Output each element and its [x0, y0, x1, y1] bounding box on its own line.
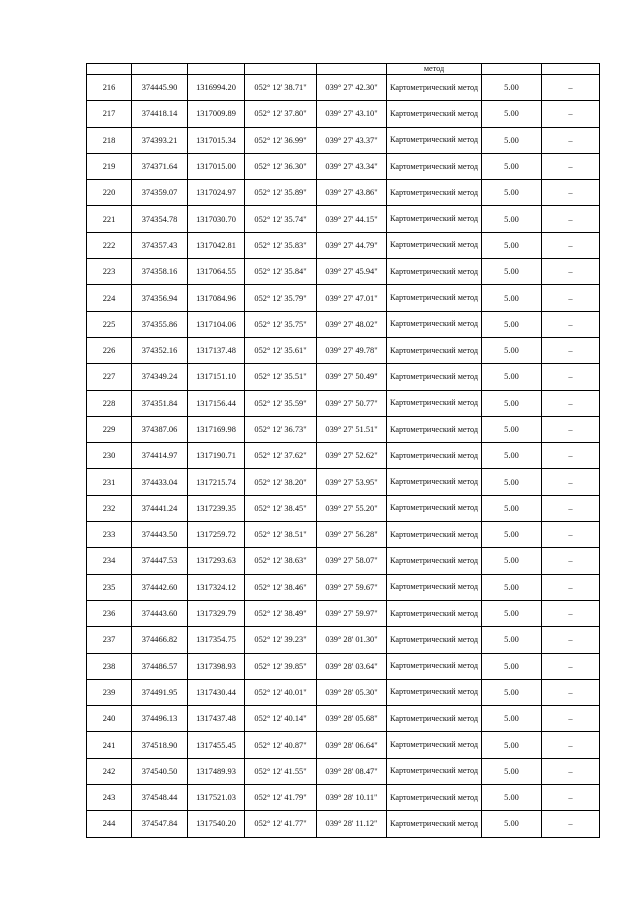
longitude-cell: 039° 27' 44.79" [317, 232, 387, 258]
longitude-cell: 039° 27' 45.94" [317, 259, 387, 285]
method-cell: Картометрический метод [387, 180, 482, 206]
note-cell: – [542, 416, 600, 442]
table-row [87, 101, 600, 127]
note-cell: – [542, 153, 600, 179]
note-cell: – [542, 785, 600, 811]
latitude-cell: 052° 12' 40.01" [245, 679, 317, 705]
y-coordinate-cell: 1317169.98 [188, 416, 245, 442]
method-cell: метод [387, 64, 482, 75]
y-coordinate-cell: 1317430.44 [188, 679, 245, 705]
accuracy-cell: 5.00 [482, 627, 542, 653]
accuracy-cell: 5.00 [482, 785, 542, 811]
x-coordinate-cell: 374352.16 [132, 337, 188, 363]
point-number-cell: 234 [87, 548, 132, 574]
x-coordinate-cell: 374548.44 [132, 785, 188, 811]
note-cell: – [542, 127, 600, 153]
table-row [87, 495, 600, 521]
point-number-cell: 232 [87, 495, 132, 521]
x-coordinate-cell: 374371.64 [132, 153, 188, 179]
table-body [87, 64, 600, 838]
accuracy-cell: 5.00 [482, 443, 542, 469]
latitude-cell: 052° 12' 37.80" [245, 101, 317, 127]
note-cell: – [542, 706, 600, 732]
latitude-cell: 052° 12' 41.55" [245, 758, 317, 784]
x-coordinate-cell: 374359.07 [132, 180, 188, 206]
method-cell: Картометрический метод [387, 75, 482, 101]
y-coordinate-cell: 1317030.70 [188, 206, 245, 232]
method-cell: Картометрический метод [387, 653, 482, 679]
latitude-cell: 052° 12' 35.84" [245, 259, 317, 285]
accuracy-cell: 5.00 [482, 706, 542, 732]
longitude-cell: 039° 27' 51.51" [317, 416, 387, 442]
note-cell: – [542, 758, 600, 784]
x-coordinate-cell: 374387.06 [132, 416, 188, 442]
accuracy-cell: 5.00 [482, 495, 542, 521]
method-cell: Картометрический метод [387, 548, 482, 574]
coordinates-table [86, 63, 600, 838]
note-cell: – [542, 311, 600, 337]
y-coordinate-cell: 1317084.96 [188, 285, 245, 311]
method-cell: Картометрический метод [387, 469, 482, 495]
y-coordinate-cell: 1317042.81 [188, 232, 245, 258]
note-cell: – [542, 732, 600, 758]
accuracy-cell: 5.00 [482, 679, 542, 705]
point-number-cell: 220 [87, 180, 132, 206]
method-cell: Картометрический метод [387, 443, 482, 469]
longitude-cell: 039° 27' 53.95" [317, 469, 387, 495]
latitude-cell: 052° 12' 35.74" [245, 206, 317, 232]
longitude-cell: 039° 28' 11.12" [317, 811, 387, 837]
y-coordinate-cell: 1317540.20 [188, 811, 245, 837]
accuracy-cell: 5.00 [482, 758, 542, 784]
y-coordinate-cell: 1316994.20 [188, 75, 245, 101]
longitude-cell: 039° 27' 43.37" [317, 127, 387, 153]
x-coordinate-cell: 374349.24 [132, 364, 188, 390]
table-row [87, 311, 600, 337]
x-coordinate-cell: 374540.50 [132, 758, 188, 784]
accuracy-cell: 5.00 [482, 101, 542, 127]
latitude-cell: 052° 12' 35.51" [245, 364, 317, 390]
latitude-cell: 052° 12' 40.87" [245, 732, 317, 758]
point-number-cell: 221 [87, 206, 132, 232]
method-cell: Картометрический метод [387, 101, 482, 127]
longitude-cell: 039° 28' 05.68" [317, 706, 387, 732]
note-cell: – [542, 232, 600, 258]
method-cell: Картометрический метод [387, 758, 482, 784]
latitude-cell: 052° 12' 35.59" [245, 390, 317, 416]
method-cell: Картометрический метод [387, 706, 482, 732]
point-number-cell: 241 [87, 732, 132, 758]
table-row [87, 285, 600, 311]
x-coordinate-cell: 374358.16 [132, 259, 188, 285]
longitude-cell: 039° 27' 43.10" [317, 101, 387, 127]
method-cell: Картометрический метод [387, 495, 482, 521]
y-coordinate-cell: 1317064.55 [188, 259, 245, 285]
x-coordinate-cell: 374466.82 [132, 627, 188, 653]
accuracy-cell: 5.00 [482, 232, 542, 258]
table-row [87, 627, 600, 653]
table-row [87, 758, 600, 784]
table-row [87, 679, 600, 705]
longitude-cell: 039° 27' 56.28" [317, 522, 387, 548]
x-coordinate-cell: 374414.97 [132, 443, 188, 469]
latitude-cell: 052° 12' 38.51" [245, 522, 317, 548]
method-cell: Картометрический метод [387, 811, 482, 837]
table-row [87, 600, 600, 626]
point-number-cell: 230 [87, 443, 132, 469]
x-coordinate-cell: 374442.60 [132, 574, 188, 600]
y-coordinate-cell: 1317215.74 [188, 469, 245, 495]
point-number-cell: 216 [87, 75, 132, 101]
y-coordinate-cell: 1317009.89 [188, 101, 245, 127]
table-row [87, 364, 600, 390]
longitude-cell: 039° 27' 59.67" [317, 574, 387, 600]
method-cell: Картометрический метод [387, 416, 482, 442]
longitude-cell: 039° 27' 50.49" [317, 364, 387, 390]
table-row [87, 522, 600, 548]
accuracy-cell: 5.00 [482, 600, 542, 626]
note-cell: – [542, 469, 600, 495]
point-number-cell: 243 [87, 785, 132, 811]
y-coordinate-cell: 1317024.97 [188, 180, 245, 206]
note-cell: – [542, 390, 600, 416]
continuation-row [87, 64, 600, 75]
method-cell: Картометрический метод [387, 259, 482, 285]
table-row [87, 469, 600, 495]
y-coordinate-cell: 1317437.48 [188, 706, 245, 732]
longitude-cell: 039° 27' 50.77" [317, 390, 387, 416]
point-number-cell: 229 [87, 416, 132, 442]
table-row [87, 337, 600, 363]
latitude-cell: 052° 12' 39.85" [245, 653, 317, 679]
accuracy-cell: 5.00 [482, 574, 542, 600]
longitude-cell: 039° 28' 06.64" [317, 732, 387, 758]
latitude-cell: 052° 12' 41.79" [245, 785, 317, 811]
longitude-cell: 039° 27' 58.07" [317, 548, 387, 574]
method-cell: Картометрический метод [387, 785, 482, 811]
point-number-cell: 237 [87, 627, 132, 653]
x-coordinate-cell: 374445.90 [132, 75, 188, 101]
x-coordinate-cell: 374356.94 [132, 285, 188, 311]
latitude-cell: 052° 12' 35.83" [245, 232, 317, 258]
point-number-cell: 219 [87, 153, 132, 179]
point-number-cell: 217 [87, 101, 132, 127]
document-page [86, 63, 599, 838]
table-row [87, 706, 600, 732]
x-coordinate-cell: 374393.21 [132, 127, 188, 153]
method-cell: Картометрический метод [387, 732, 482, 758]
method-cell: Картометрический метод [387, 600, 482, 626]
point-number-cell: 233 [87, 522, 132, 548]
latitude-cell: 052° 12' 37.62" [245, 443, 317, 469]
method-cell: Картометрический метод [387, 574, 482, 600]
y-coordinate-cell: 1317151.10 [188, 364, 245, 390]
note-cell: – [542, 627, 600, 653]
x-coordinate-cell: 374547.84 [132, 811, 188, 837]
method-cell: Картометрический метод [387, 206, 482, 232]
table-row [87, 785, 600, 811]
accuracy-cell: 5.00 [482, 127, 542, 153]
accuracy-cell: 5.00 [482, 153, 542, 179]
note-cell: – [542, 574, 600, 600]
y-coordinate-cell: 1317455.45 [188, 732, 245, 758]
note-cell: – [542, 811, 600, 837]
x-coordinate-cell: 374418.14 [132, 101, 188, 127]
method-cell: Картометрический метод [387, 627, 482, 653]
longitude-cell: 039° 28' 08.47" [317, 758, 387, 784]
longitude-cell: 039° 28' 05.30" [317, 679, 387, 705]
table-row [87, 153, 600, 179]
longitude-cell: 039° 27' 42.30" [317, 75, 387, 101]
note-cell: – [542, 679, 600, 705]
longitude-cell: 039° 27' 49.78" [317, 337, 387, 363]
accuracy-cell: 5.00 [482, 416, 542, 442]
point-number-cell: 239 [87, 679, 132, 705]
longitude-cell: 039° 27' 43.34" [317, 153, 387, 179]
table-row [87, 259, 600, 285]
x-coordinate-cell: 374443.60 [132, 600, 188, 626]
table-row [87, 574, 600, 600]
table-row [87, 732, 600, 758]
latitude-cell: 052° 12' 41.77" [245, 811, 317, 837]
point-number-cell: 222 [87, 232, 132, 258]
x-coordinate-cell: 374496.13 [132, 706, 188, 732]
latitude-cell: 052° 12' 40.14" [245, 706, 317, 732]
table-row [87, 232, 600, 258]
accuracy-cell: 5.00 [482, 548, 542, 574]
table-row [87, 206, 600, 232]
y-coordinate-cell: 1317398.93 [188, 653, 245, 679]
x-coordinate-cell: 374355.86 [132, 311, 188, 337]
method-cell: Картометрический метод [387, 232, 482, 258]
x-coordinate-cell: 374518.90 [132, 732, 188, 758]
y-coordinate-cell: 1317015.34 [188, 127, 245, 153]
table-row [87, 416, 600, 442]
longitude-cell: 039° 28' 01.30" [317, 627, 387, 653]
longitude-cell: 039° 27' 59.97" [317, 600, 387, 626]
longitude-cell: 039° 27' 44.15" [317, 206, 387, 232]
method-cell: Картометрический метод [387, 679, 482, 705]
y-coordinate-cell: 1317156.44 [188, 390, 245, 416]
y-coordinate-cell: 1317521.03 [188, 785, 245, 811]
table-row [87, 180, 600, 206]
x-coordinate-cell: 374491.95 [132, 679, 188, 705]
note-cell: – [542, 337, 600, 363]
latitude-cell: 052° 12' 39.23" [245, 627, 317, 653]
point-number-cell: 218 [87, 127, 132, 153]
latitude-cell: 052° 12' 38.46" [245, 574, 317, 600]
latitude-cell: 052° 12' 38.45" [245, 495, 317, 521]
table-row [87, 75, 600, 101]
latitude-cell: 052° 12' 36.30" [245, 153, 317, 179]
latitude-cell: 052° 12' 35.75" [245, 311, 317, 337]
accuracy-cell: 5.00 [482, 337, 542, 363]
y-coordinate-cell: 1317137.48 [188, 337, 245, 363]
method-cell: Картометрический метод [387, 337, 482, 363]
note-cell: – [542, 206, 600, 232]
accuracy-cell: 5.00 [482, 390, 542, 416]
x-coordinate-cell: 374433.04 [132, 469, 188, 495]
table-row [87, 653, 600, 679]
note-cell: – [542, 285, 600, 311]
method-cell: Картометрический метод [387, 390, 482, 416]
point-number-cell: 226 [87, 337, 132, 363]
note-cell: – [542, 101, 600, 127]
latitude-cell: 052° 12' 35.79" [245, 285, 317, 311]
point-number-cell: 238 [87, 653, 132, 679]
point-number-cell: 242 [87, 758, 132, 784]
point-number-cell: 235 [87, 574, 132, 600]
table-row [87, 127, 600, 153]
y-coordinate-cell: 1317354.75 [188, 627, 245, 653]
accuracy-cell: 5.00 [482, 653, 542, 679]
latitude-cell: 052° 12' 38.63" [245, 548, 317, 574]
x-coordinate-cell: 374357.43 [132, 232, 188, 258]
note-cell: – [542, 600, 600, 626]
point-number-cell: 236 [87, 600, 132, 626]
x-coordinate-cell: 374351.84 [132, 390, 188, 416]
accuracy-cell: 5.00 [482, 180, 542, 206]
note-cell: – [542, 75, 600, 101]
longitude-cell: 039° 28' 03.64" [317, 653, 387, 679]
x-coordinate-cell: 374443.50 [132, 522, 188, 548]
longitude-cell: 039° 27' 43.86" [317, 180, 387, 206]
x-coordinate-cell: 374447.53 [132, 548, 188, 574]
x-coordinate-cell: 374354.78 [132, 206, 188, 232]
note-cell: – [542, 653, 600, 679]
method-cell: Картометрический метод [387, 127, 482, 153]
accuracy-cell: 5.00 [482, 75, 542, 101]
accuracy-cell: 5.00 [482, 285, 542, 311]
y-coordinate-cell: 1317015.00 [188, 153, 245, 179]
y-coordinate-cell: 1317259.72 [188, 522, 245, 548]
note-cell: – [542, 548, 600, 574]
method-cell: Картометрический метод [387, 285, 482, 311]
y-coordinate-cell: 1317293.63 [188, 548, 245, 574]
y-coordinate-cell: 1317489.93 [188, 758, 245, 784]
longitude-cell: 039° 27' 47.01" [317, 285, 387, 311]
table-row [87, 390, 600, 416]
y-coordinate-cell: 1317104.06 [188, 311, 245, 337]
accuracy-cell: 5.00 [482, 522, 542, 548]
x-coordinate-cell: 374441.24 [132, 495, 188, 521]
point-number-cell: 225 [87, 311, 132, 337]
accuracy-cell: 5.00 [482, 811, 542, 837]
latitude-cell: 052° 12' 35.61" [245, 337, 317, 363]
latitude-cell: 052° 12' 38.20" [245, 469, 317, 495]
accuracy-cell: 5.00 [482, 311, 542, 337]
method-cell: Картометрический метод [387, 153, 482, 179]
y-coordinate-cell: 1317190.71 [188, 443, 245, 469]
latitude-cell: 052° 12' 36.99" [245, 127, 317, 153]
y-coordinate-cell: 1317324.12 [188, 574, 245, 600]
y-coordinate-cell: 1317239.35 [188, 495, 245, 521]
note-cell: – [542, 495, 600, 521]
method-cell: Картометрический метод [387, 522, 482, 548]
note-cell: – [542, 259, 600, 285]
accuracy-cell: 5.00 [482, 206, 542, 232]
point-number-cell: 231 [87, 469, 132, 495]
point-number-cell: 228 [87, 390, 132, 416]
longitude-cell: 039° 27' 55.20" [317, 495, 387, 521]
x-coordinate-cell: 374486.57 [132, 653, 188, 679]
accuracy-cell: 5.00 [482, 469, 542, 495]
latitude-cell: 052° 12' 36.73" [245, 416, 317, 442]
y-coordinate-cell: 1317329.79 [188, 600, 245, 626]
point-number-cell: 244 [87, 811, 132, 837]
note-cell: – [542, 180, 600, 206]
note-cell: – [542, 443, 600, 469]
accuracy-cell: 5.00 [482, 364, 542, 390]
accuracy-cell: 5.00 [482, 732, 542, 758]
method-cell: Картометрический метод [387, 364, 482, 390]
latitude-cell: 052° 12' 35.89" [245, 180, 317, 206]
note-cell: – [542, 522, 600, 548]
table-row [87, 548, 600, 574]
point-number-cell: 240 [87, 706, 132, 732]
table-row [87, 443, 600, 469]
longitude-cell: 039° 27' 48.02" [317, 311, 387, 337]
longitude-cell: 039° 27' 52.62" [317, 443, 387, 469]
latitude-cell: 052° 12' 38.71" [245, 75, 317, 101]
note-cell: – [542, 364, 600, 390]
accuracy-cell: 5.00 [482, 259, 542, 285]
point-number-cell: 227 [87, 364, 132, 390]
point-number-cell: 224 [87, 285, 132, 311]
longitude-cell: 039° 28' 10.11" [317, 785, 387, 811]
point-number-cell: 223 [87, 259, 132, 285]
latitude-cell: 052° 12' 38.49" [245, 600, 317, 626]
table-row [87, 811, 600, 837]
method-cell: Картометрический метод [387, 311, 482, 337]
